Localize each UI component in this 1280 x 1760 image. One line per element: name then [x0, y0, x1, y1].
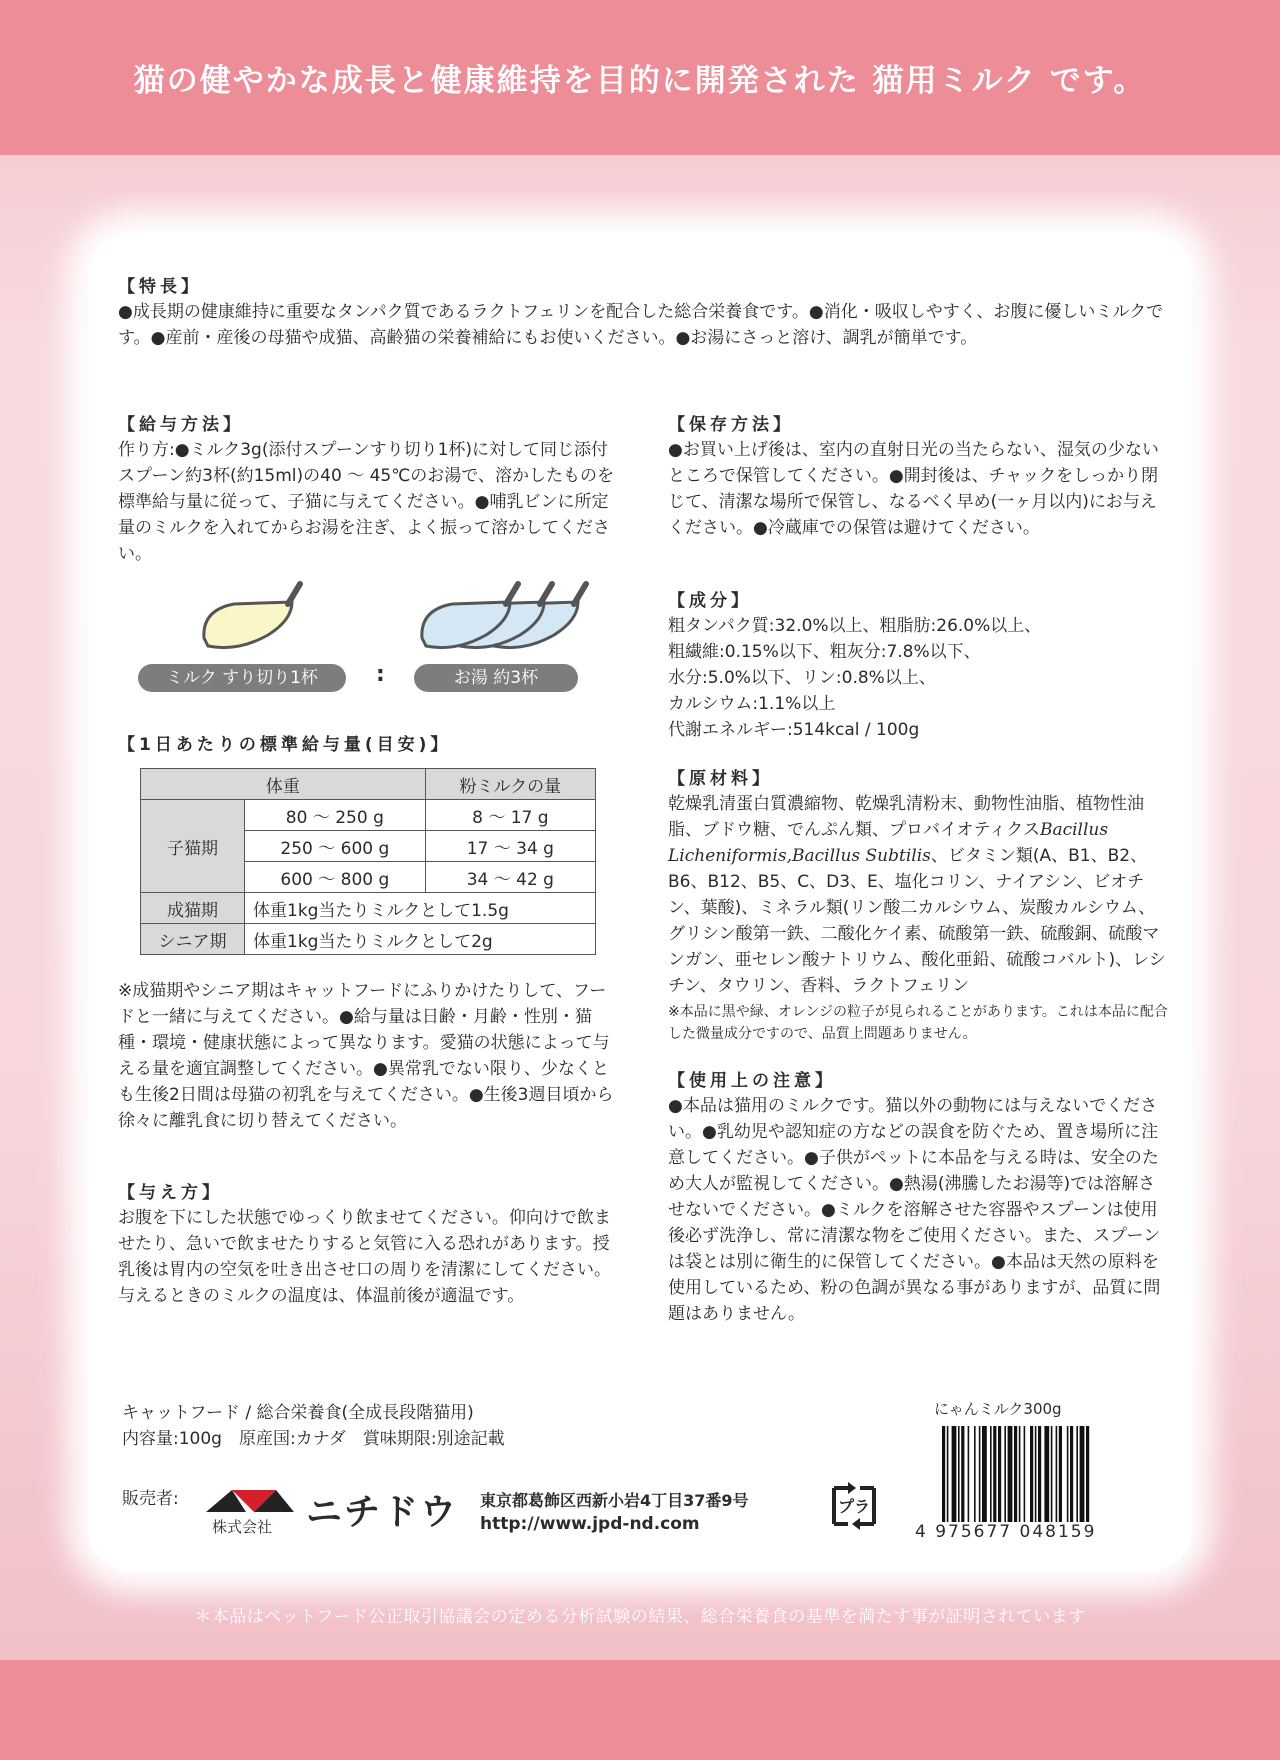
how-to-give-heading: 【与え方】	[118, 1183, 223, 1203]
composition-section	[668, 586, 1168, 743]
company-kabushiki: 株式会社	[212, 1518, 273, 1536]
kitten-milk-3: 34 ～ 42 g	[425, 862, 595, 893]
water-spoon-label: お湯 約3杯	[414, 664, 578, 692]
feeding-method-heading: 【給与方法】	[118, 415, 244, 435]
barcode-bar	[1059, 1426, 1062, 1522]
barcode-bar	[1056, 1426, 1058, 1522]
composition-line: 代謝エネルギー:514kcal / 100g	[668, 720, 920, 740]
barcode-bar	[1086, 1426, 1089, 1522]
barcode-bar	[1030, 1426, 1033, 1522]
barcode-number: 4 975677 048159	[915, 1522, 1097, 1542]
page-title: 猫の健やかな成長と健康維持を目的に開発された 猫用ミルク です。	[133, 63, 1147, 99]
cautions-heading: 【使用上の注意】	[668, 1071, 836, 1091]
table-row	[141, 800, 596, 831]
composition-line: 粗タンパク質:32.0%以上、粗脂肪:26.0%以上、	[668, 616, 1042, 636]
kitten-weight-1: 80 ～ 250 g	[245, 800, 426, 831]
barcode-bar	[1067, 1426, 1069, 1522]
how-to-give-section	[118, 1178, 618, 1309]
kitten-weight-2: 250 ～ 600 g	[245, 831, 426, 862]
composition-line: 水分:5.0%以下、リン:0.8%以上、	[668, 668, 936, 688]
barcode-bar	[1014, 1426, 1017, 1522]
features-section	[118, 272, 1168, 351]
senior-label: シニア期	[141, 924, 245, 955]
barcode-bar	[1019, 1426, 1021, 1522]
col-weight-header: 体重	[141, 769, 426, 800]
barcode-bar	[958, 1426, 960, 1522]
barcode-bar	[1008, 1426, 1013, 1522]
company-url: http://www.jpd-nd.com	[480, 1514, 700, 1534]
adult-label: 成猫期	[141, 893, 245, 924]
storage-section	[668, 410, 1168, 541]
recycle-pla-icon	[826, 1478, 882, 1534]
feeding-table	[140, 768, 596, 955]
ingredients-text-1: 乾燥乳清蛋白質濃縮物、乾燥乳清粉末、動物性油脂、植物性油脂、ブドウ糖、でんぷん類、プロバイオティクス	[668, 794, 1144, 840]
barcode-bar	[1004, 1426, 1006, 1522]
how-to-give-body: お腹を下にした状態でゆっくり飲ませてください。仰向けで飲ませたり、急いで飲ませたりすると気管に入る恐れがあります。授乳後は胃内の空気を吐き出させ口の周りを清潔にしてください。与えるときのミルクの温度は、体温前後が適温です。	[118, 1208, 611, 1306]
ingredients-section	[668, 764, 1168, 1045]
barcode-bar	[952, 1426, 957, 1522]
features-body: ●成長期の健康維持に重要なタンパク質であるラクトフェリンを配合した総合栄養食です。●消化・吸収しやすく、お腹に優しいミルクです。●産前・産後の母猫や成猫、高齢猫の栄養補給にもお使いください。●お湯にさっと溶け、調乳が簡単です。	[118, 302, 1164, 348]
barcode-bar	[998, 1426, 1001, 1522]
barcode-bar	[1080, 1426, 1085, 1522]
feeding-method-body: 作り方:●ミルク3g(添付スプーンすり切り1杯)に対して同じ添付スプーン約3杯(約15ml)の40 ～ 45℃のお湯で、溶かしたものを標準給与量に従って、子猫に与えてください。●哺乳ビンに所定量のミルクを入れてからお湯を注ぎ、よく振って溶かしてください。	[118, 440, 614, 564]
barcode-bar	[993, 1426, 996, 1522]
table-row	[141, 893, 596, 924]
header-band	[0, 0, 1280, 155]
barcode-bar	[1024, 1426, 1026, 1522]
barcode-bar	[982, 1426, 987, 1522]
barcode-bar	[1076, 1426, 1078, 1522]
cautions-body: ●本品は猫用のミルクです。猫以外の動物には与えないでください。●乳幼児や認知症の方などの誤食を防ぐため、置き場所に注意してください。●子供がペットに本品を与える時は、安全のため大人が監視してください。●熱湯(沸騰したお湯等)では溶解させないでください。●ミルクを溶解させた容器やスプーンは使用後必ず洗浄し、常に清潔な物をご使用ください。また、スプーンは袋とは別に衛生的に保管してください。●本品は天然の原料を使用しているため、粉の色調が異なる事がありますが、品質に問題はありません。	[668, 1096, 1161, 1324]
barcode-bar	[968, 1426, 970, 1522]
milk-spoon-icon	[198, 580, 308, 652]
nichido-logo-icon	[202, 1486, 298, 1516]
senior-value: 体重1kg当たりミルクとして2g	[245, 924, 596, 955]
col-milk-header: 粉ミルクの量	[425, 769, 595, 800]
cautions-section	[668, 1066, 1168, 1327]
ingredients-note: ※本品に黒や緑、オレンジの粒子が見られることがあります。これは本品に配合した微量成分ですので、品質上問題ありません。	[668, 1004, 1168, 1042]
table-header-row	[141, 769, 596, 800]
adult-value: 体重1kg当たりミルクとして1.5g	[245, 893, 596, 924]
ingredients-latin: Bacillus Licheniformis,Bacillus Subtilis	[668, 820, 1109, 866]
barcode	[940, 1426, 1154, 1522]
daily-amount-heading: 【1日あたりの標準給与量(目安)】	[118, 735, 452, 755]
features-heading: 【特長】	[118, 277, 202, 297]
composition-line: 粗繊維:0.15%以下、粗灰分:7.8%以下、	[668, 642, 981, 662]
table-row	[141, 924, 596, 955]
product-category: キャットフード / 総合栄養食(全成長段階猫用)	[122, 1403, 474, 1423]
daily-amount-note: ※成猫期やシニア期はキャットフードにふりかけたりして、フードと一緒に与えてください。●給与量は日齢・月齢・性別・猫種・環境・健康状態によって異なります。愛猫の状態によって与える量を適宜調整してください。●異常乳でない限り、少なくとも生後2日間は母猫の初乳を与えてください。●生後3週目頃から徐々に離乳食に切り替えてください。	[118, 981, 614, 1131]
seller-label: 販売者:	[122, 1489, 179, 1509]
kitten-weight-3: 600 ～ 800 g	[245, 862, 426, 893]
barcode-bar	[1038, 1426, 1041, 1522]
composition-line: カルシウム:1.1%以上	[668, 694, 836, 714]
milk-spoon-label: ミルク すり切り1杯	[138, 664, 346, 692]
water-spoons-icon	[418, 578, 598, 654]
ingredients-text-2: 、ビタミン類(A、B1、B2、B6、B12、B5、C、D3、E、塩化コリン、ナイアシン、ビオチン、葉酸)、ミネラル類(リン酸二カルシウム、炭酸カルシウム、グリシン酸第一鉄、二酸化ケイ素、硫酸第一鉄、硫酸銅、硫酸マンガン、亜セレン酸ナトリウム、酸化亜鉛、硫酸コバルト)、レシチン、タウリン、香料、ラクトフェリン	[668, 846, 1166, 996]
product-contents: 内容量:100g 原産国:カナダ 賞味期限:別途記載	[122, 1429, 505, 1449]
barcode-bar	[947, 1426, 949, 1522]
kitten-label: 子猫期	[141, 800, 245, 893]
composition-heading: 【成分】	[668, 591, 752, 611]
ingredients-body	[668, 791, 1168, 999]
feeding-method-section	[118, 410, 618, 567]
kitten-milk-1: 8 ～ 17 g	[425, 800, 595, 831]
company-name: ニチドウ	[306, 1492, 459, 1533]
footer-band	[0, 1660, 1280, 1760]
ratio-colon: :	[376, 662, 385, 687]
recycle-label: プラ	[838, 1497, 871, 1516]
barcode-bar	[961, 1426, 964, 1522]
barcode-bar	[1070, 1426, 1073, 1522]
barcode-bar	[1051, 1426, 1053, 1522]
barcode-bar	[1035, 1426, 1037, 1522]
barcode-bar	[1044, 1426, 1049, 1522]
barcode-bar	[979, 1426, 981, 1522]
barcode-bar	[974, 1426, 976, 1522]
kitten-milk-2: 17 ～ 34 g	[425, 831, 595, 862]
storage-body: ●お買い上げ後は、室内の直射日光の当たらない、湿気の少ないところで保管してください。●開封後は、チャックをしっかり閉じて、清潔な場所で保管し、なるべく早め(一ヶ月以内)にお与えください。●冷蔵庫での保管は避けてください。	[668, 440, 1159, 538]
storage-heading: 【保存方法】	[668, 415, 794, 435]
ingredients-heading: 【原材料】	[668, 769, 773, 789]
barcode-bar	[942, 1426, 945, 1522]
footer-note: ＊本品はペットフード公正取引協議会の定める分析試験の結果、総合栄養食の基準を満たす事が証明されています	[194, 1607, 1086, 1627]
product-name: にゃんミルク300g	[934, 1400, 1062, 1418]
company-address: 東京都葛飾区西新小岩4丁目37番9号	[480, 1491, 749, 1510]
barcode-bar	[990, 1426, 992, 1522]
